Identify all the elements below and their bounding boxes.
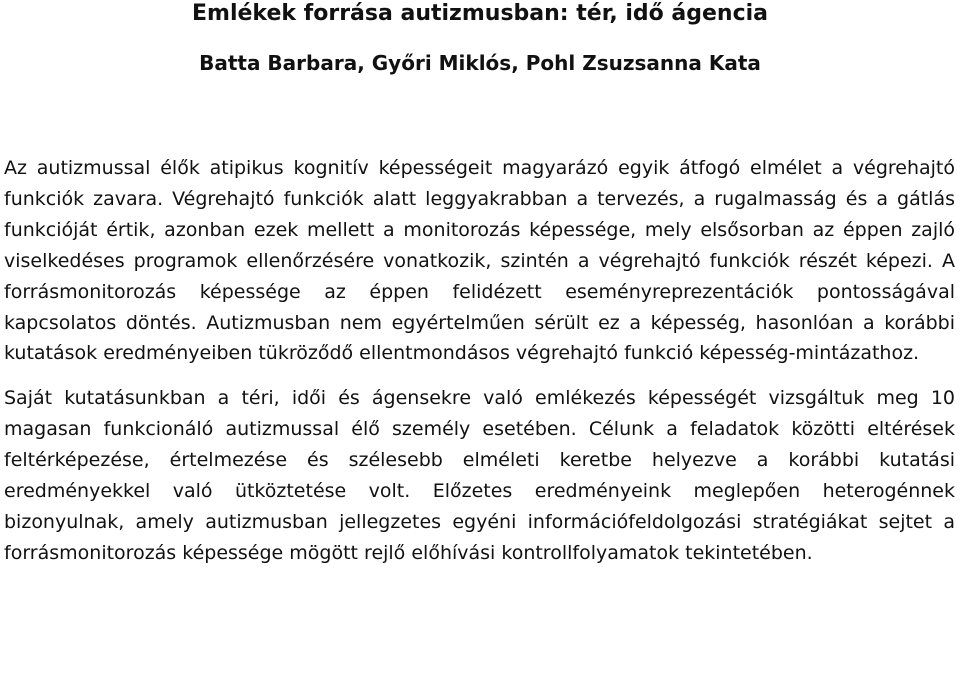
document-title: Emlékek forrása autizmusban: tér, idő ágencia: [192, 1, 768, 26]
abstract-body: [4, 153, 955, 569]
abstract-paragraph-2: Saját kutatásunkban a téri, idői és ágensekre való emlékezés képességét vizsgáltuk meg 10 magasan funkcionáló autizmussal élő személy esetében. Célunk a feladatok közötti eltérések feltérképezése, értelmezése és szélesebb elméleti keretbe helyezve a korábbi kutatási eredményekkel való ütköztetése volt. Előzetes eredményeink meglepően heterogénnek bizonyulnak, amely autizmusban jellegzetes egyéni információfeldolgozási stratégiákat sejtet a forrásmonitorozás képessége mögött rejlő előhívási kontrollfolyamatok tekintetében.: [4, 387, 955, 564]
author-list: Batta Barbara, Győri Miklós, Pohl Zsuzsanna Kata: [199, 51, 761, 75]
abstract-paragraph-1: Az autizmussal élők atipikus kognitív képességeit magyarázó egyik átfogó elmélet a végrehajtó funkciók zavara. Végrehajtó funkciók alatt leggyakrabban a tervezés, a rugalmasság és a gátlás funkcióját értik, azonban ezek mellett a monitorozás képessége, mely elsősorban az éppen zajló viselkedéses programok ellenőrzésére vonatkozik, szintén a végrehajtó funkciók részét képezi. A forrásmonitorozás képessége az éppen felidézett eseményreprezentációk pontosságával kapcsolatos döntés. Autizmusban nem egyértelműen sérült ez a képesség, hasonlóan a korábbi kutatások eredményeiben tükröződő ellentmondásos végrehajtó funkció képesség-mintázathoz.: [4, 157, 955, 365]
